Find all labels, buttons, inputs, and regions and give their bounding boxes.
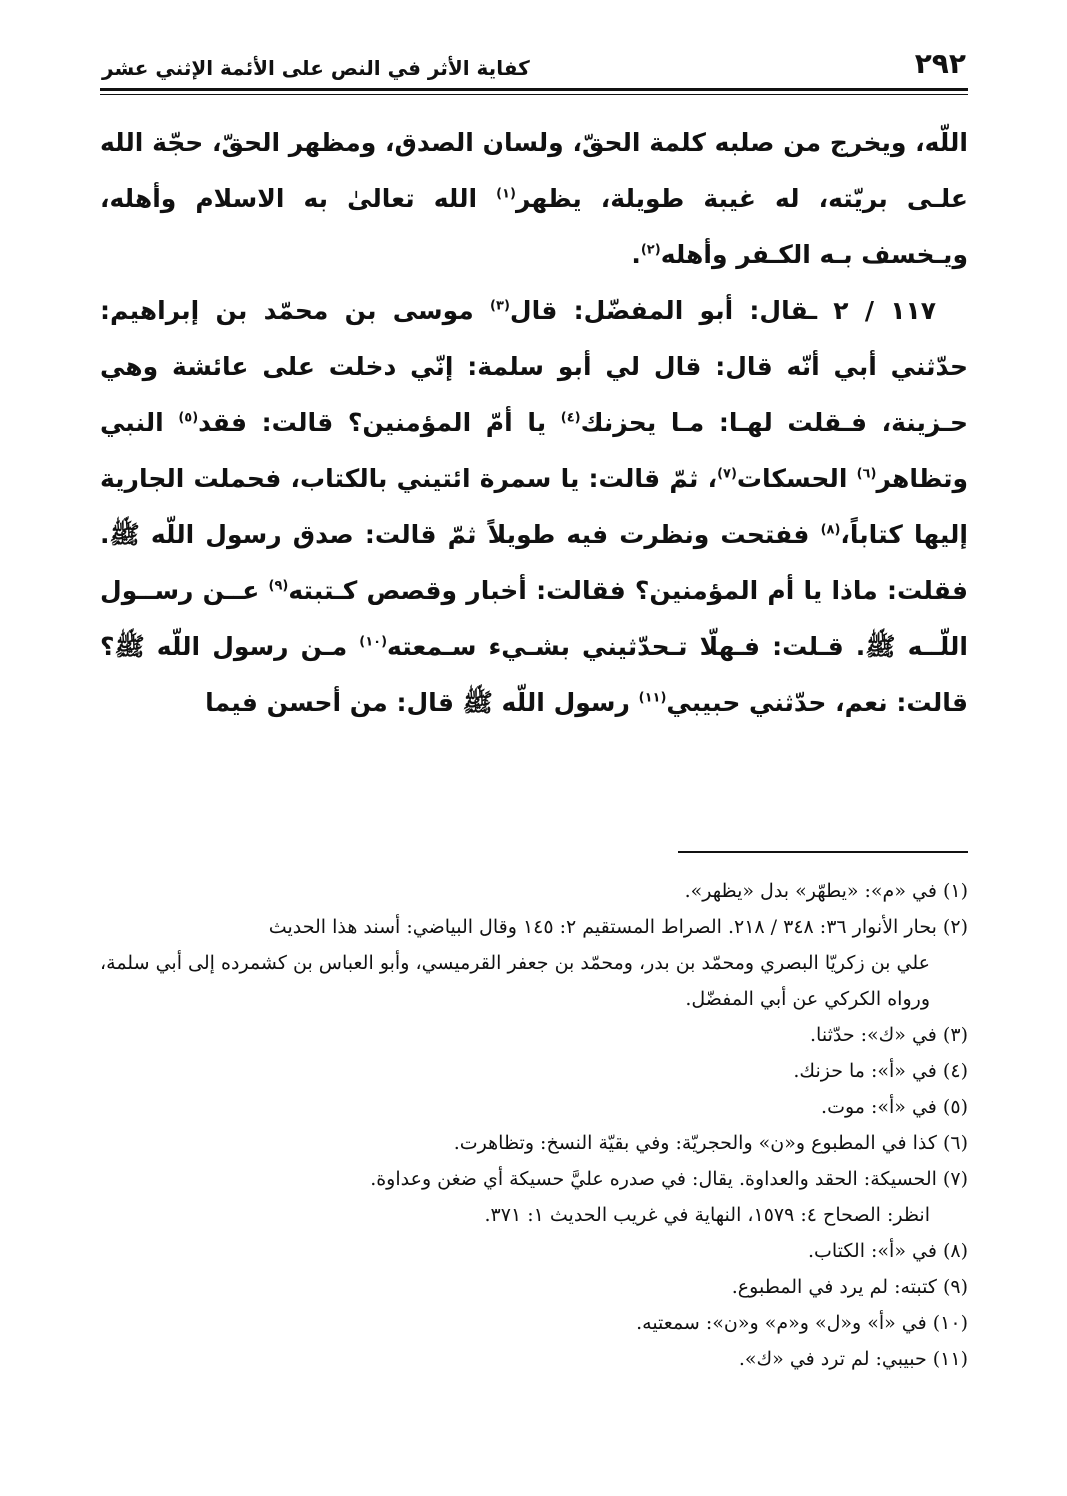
text-run: الحسكات bbox=[736, 464, 857, 493]
footnote-ref-6[interactable]: (٦) bbox=[856, 466, 877, 482]
main-text bbox=[100, 115, 968, 731]
text-run: ، ثمّ قالت: يا سمرة ائتيني بالكتاب، فحملت الجارية إليها كتاباً، bbox=[100, 464, 968, 549]
footnote-2: (٢) بحار الأنوار ٣٦: ٣٤٨ / ٢١٨. الصراط المستقيم ٢: ١٤٥ وقال البياضي: أسند هذا الحديث bbox=[268, 916, 968, 938]
text-run: اللّه، ويخرج من صلبه كلمة الحقّ، ولسان الصدق، ومظهر الحقّ، حجّة الله علـى بريّته، له غيبة طويلة، يظهر bbox=[100, 128, 968, 213]
footnote-3: (٣) في «ك»: حدّثنا. bbox=[810, 1024, 968, 1046]
footnote-ref-3[interactable]: (٣) bbox=[490, 298, 510, 314]
paragraph-2 bbox=[100, 283, 968, 731]
footnote-7: (٧) الحسيكة: الحقد والعداوة. يقال: في صدره عليَّ حسيكة أي ضغن وعداوة. bbox=[370, 1168, 968, 1190]
footnote-ref-7[interactable]: (٧) bbox=[717, 466, 737, 482]
footnote-1: (١) في «م»: «يطهّر» بدل «يظهر». bbox=[684, 880, 968, 902]
footnote-ref-8[interactable]: (٨) bbox=[820, 522, 841, 538]
footnotes bbox=[100, 873, 968, 1377]
header-rule bbox=[100, 88, 968, 95]
running-title: كفاية الأثر في النص على الأئمة الإثني عشر bbox=[102, 56, 530, 80]
text-run: يا أمّ المؤمنين؟ قالت: فقد bbox=[198, 408, 561, 437]
footnote-10: (١٠) في «أ» و«ل» و«م» و«ن»: سمعتيه. bbox=[636, 1312, 968, 1334]
page-number: ٢٩٢ bbox=[914, 47, 966, 80]
footnote-ref-4[interactable]: (٤) bbox=[560, 410, 581, 426]
page-header bbox=[100, 40, 968, 80]
paragraph-1 bbox=[100, 115, 968, 283]
text-run: ١١٧ / ٢ ـقال: أبو المفضّل: قال bbox=[509, 296, 937, 325]
footnote-8: (٨) في «أ»: الكتاب. bbox=[807, 1240, 968, 1262]
footnote-ref-2[interactable]: (٢) bbox=[640, 242, 661, 258]
text-run: رسول اللّه ﷺ قال: من أحسن فيما bbox=[205, 688, 639, 717]
text-run: النبي وتظاهر bbox=[100, 408, 968, 493]
text-run: مـن رسول اللّه ﷺ؟ قالت: نعم، حدّثني حبيبي bbox=[100, 632, 968, 717]
footnote-ref-5[interactable]: (٥) bbox=[178, 410, 199, 426]
footnote-ref-1[interactable]: (١) bbox=[496, 186, 516, 202]
footnote-6: (٦) كذا في المطبوع و«ن» والحجريّة: وفي بقيّة النسخ: وتظاهرت. bbox=[453, 1132, 968, 1154]
book-page bbox=[100, 40, 968, 1460]
text-run: . bbox=[631, 240, 641, 269]
text-run: الله تعالىٰ به الاسلام وأهله، ويـخسف بـه الكـفر وأهله bbox=[100, 184, 968, 269]
footnote-9: (٩) كتبته: لم يرد في المطبوع. bbox=[731, 1276, 968, 1298]
footnote-ref-9[interactable]: (٩) bbox=[268, 578, 289, 594]
text-run: عــن رســول اللّــه ﷺ. قـلت: فـهلّا تـحدّثيني بشـيء سـمعته bbox=[100, 576, 968, 661]
footnote-11: (١١) حبيبي: لم ترد في «ك». bbox=[738, 1348, 968, 1370]
footnote-separator bbox=[678, 851, 968, 853]
footnote-ref-10[interactable]: (١٠) bbox=[359, 634, 388, 650]
text-run: موسى بن محمّد بن إبراهيم: حدّثني أبي أنّه قال: قال لي أبو سلمة: إنّي دخلت على عائشة وهي حـزينة، فـقلت لهـا: مـا يحزنك bbox=[100, 296, 968, 437]
footnote-2-continued: علي بن زكريّا البصري ومحمّد بن بدر، ومحمّد بن جعفر القرميسي، وأبو العباس بن كشمرده إلى أبي سلمة، ورواه الكركي عن أبي المفضّل. bbox=[100, 952, 930, 1010]
footnote-5: (٥) في «أ»: موت. bbox=[821, 1096, 968, 1118]
footnote-7-continued: انظر: الصحاح ٤: ١٥٧٩، النهاية في غريب الحديث ١: ٣٧١. bbox=[484, 1204, 930, 1226]
footnote-4: (٤) في «أ»: ما حزنك. bbox=[793, 1060, 968, 1082]
text-run: ففتحت ونظرت فيه طويلاً ثمّ قالت: صدق رسول اللّه ﷺ. فقلت: ماذا يا أم المؤمنين؟ فقالت: أخبار وقصص كـتبته bbox=[100, 520, 968, 605]
footnote-ref-11[interactable]: (١١) bbox=[638, 690, 667, 706]
